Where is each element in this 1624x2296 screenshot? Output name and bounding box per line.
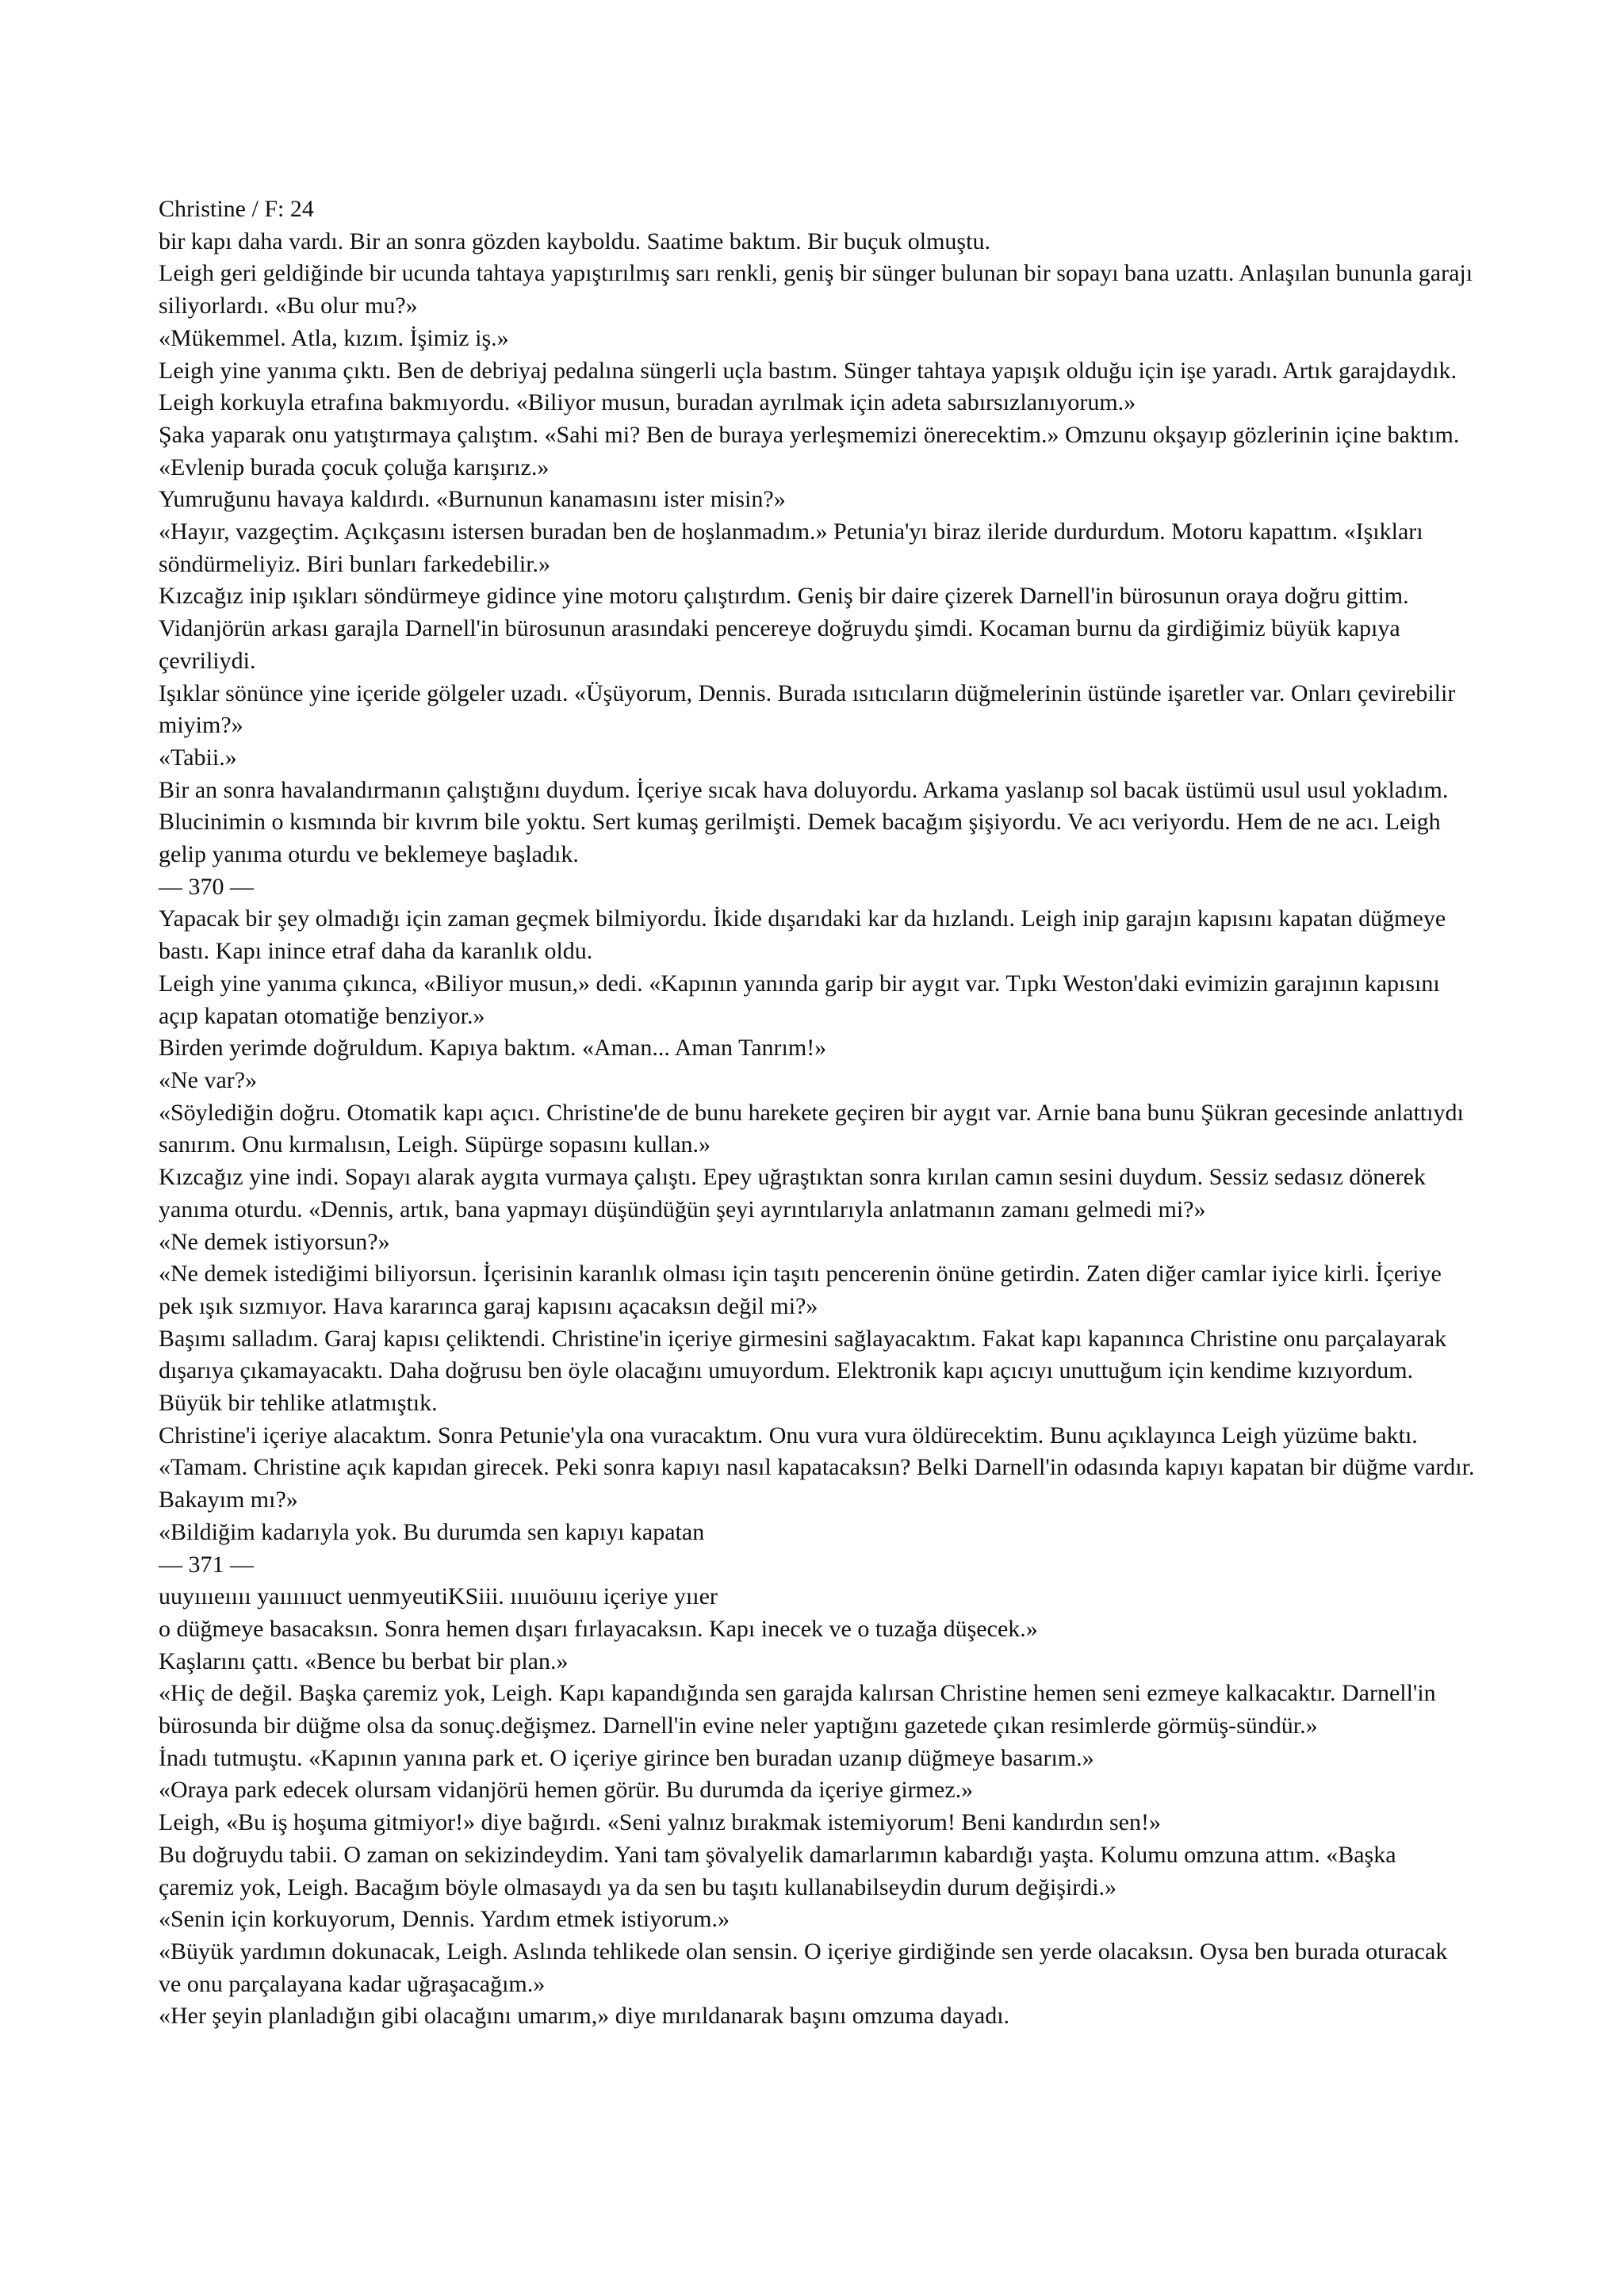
paragraph: Leigh korkuyla etrafına bakmıyordu. «Biliyor musun, buradan ayrılmak için adeta sabırsızlanıyorum.» — [159, 389, 1136, 416]
paragraph: «Ne demek istiyorsun?» — [159, 1228, 390, 1255]
paragraph: «Mükemmel. Atla, kızım. İşimiz iş.» — [159, 324, 509, 351]
paragraph: «Senin için korkuyorum, Dennis. Yardım etmek istiyorum.» — [159, 1906, 730, 1933]
paragraph: bir kapı daha vardı. Bir an sonra gözden kayboldu. Saatime baktım. Bir buçuk olmuştu. — [159, 228, 990, 254]
page-number: — 371 — — [159, 1551, 254, 1578]
book-page — [159, 193, 1475, 2033]
paragraph: Kızcağız inip ışıkları söndürmeye gidince yine motoru çalıştırdım. Geniş bir daire çizerek Darnell'in bürosunun oraya doğru gittim. Vidanjörün arkası garajla Darnell'in bürosunun arasındaki pencereye doğruydu şimdi. Kocaman burnu da girdiğimiz büyük kapıya çevriliydi. — [159, 583, 1409, 674]
paragraph: Şaka yaparak onu yatıştırmaya çalıştım. «Sahi mi? Ben de buraya yerleşmemizi önerecektim.» Omzunu okşayıp gözlerinin içine baktım. «Evlenip burada çocuk çoluğa karışırız.» — [159, 421, 1460, 480]
paragraph: Kızcağız yine indi. Sopayı alarak aygıta vurmaya çalıştı. Epey uğraştıktan sonra kırılan camın sesini duydum. Sessiz sedasız dönerek yanıma oturdu. «Dennis, artık, bana yapmayı düşündüğün şeyi ayrıntılarıyla anlatmanın zamanı gelmedi mi?» — [159, 1164, 1426, 1223]
paragraph: «Tabii.» — [159, 744, 237, 771]
paragraph: Işıklar sönünce yine içeride gölgeler uzadı. «Üşüyorum, Dennis. Burada ısıtıcıların düğmelerinin üstünde işaretler var. Onları çevirebilir miyim?» — [159, 679, 1456, 739]
paragraph: İnadı tutmuştu. «Kapının yanına park et. O içeriye girince ben buradan uzanıp düğmeye basarım.» — [159, 1744, 1094, 1771]
paragraph: Kaşlarını çattı. «Bence bu berbat bir plan.» — [159, 1647, 569, 1674]
running-header: Christine / F: 24 — [159, 196, 314, 222]
garbled-line: uuyıııeıııı yaıııııuct uenmyeutiKSiii. ıııuıöuııu içeriye yııer — [159, 1583, 718, 1610]
paragraph: «Her şeyin planladığın gibi olacağını umarım,» diye mırıldanarak başını omzuma dayadı. — [159, 2003, 1010, 2030]
paragraph: «Söylediğin doğru. Otomatik kapı açıcı. Christine'de de bunu harekete geçiren bir aygıt var. Arnie bana bunu Şükran gecesinde anlattıydı sanırım. Onu kırmalısın, Leigh. Süpürge sopasını kullan.» — [159, 1099, 1464, 1158]
paragraph: «Oraya park edecek olursam vidanjörü hemen görür. Bu durumda da içeriye girmez.» — [159, 1777, 974, 1804]
paragraph: Leigh geri geldiğinde bir ucunda tahtaya yapıştırılmış sarı renkli, geniş bir sünger bulunan bir sopayı bana uzattı. Anlaşılan bununla garajı siliyorlardı. «Bu olur mu?» — [159, 260, 1473, 320]
paragraph: Yumruğunu havaya kaldırdı. «Burnunun kanamasını ister misin?» — [159, 486, 786, 513]
paragraph: o düğmeye basacaksın. Sonra hemen dışarı fırlayacaksın. Kapı inecek ve o tuzağa düşecek.» — [159, 1615, 1038, 1642]
paragraph: «Ne demek istediğimi biliyorsun. İçerisinin karanlık olması için taşıtı pencerenin önüne getirdin. Zaten diğer camlar iyice kirli. İçeriye pek ışık sızmıyor. Hava kararınca garaj kapısını açacaksın değil mi?» — [159, 1261, 1442, 1319]
paragraph: «Hayır, vazgeçtim. Açıkçasını istersen buradan ben de hoşlanmadım.» Petunia'yı biraz ileride durdurdum. Motoru kapattım. «Işıkları söndürmeliyiz. Biri bunları farkedebilir.» — [159, 519, 1423, 577]
paragraph: Leigh, «Bu iş hoşuma gitmiyor!» diye bağırdı. «Seni yalnız bırakmak istemiyorum! Beni kandırdın sen!» — [159, 1809, 1161, 1836]
paragraph: Bir an sonra havalandırmanın çalıştığını duydum. İçeriye sıcak hava doluyordu. Arkama yaslanıp sol bacak üstümü usul usul yokladım. Blucinimin o kısmında bir kıvrım bile yoktu. Sert kumaş gerilmişti. Demek bacağım şişiyordu. Ve acı veriyordu. Hem de ne acı. Leigh gelip yanıma oturdu ve beklemeye başladık. — [159, 776, 1449, 868]
paragraph: «Bildiğim kadarıyla yok. Bu durumda sen kapıyı kapatan — [159, 1518, 705, 1545]
paragraph: Leigh yine yanıma çıkınca, «Biliyor musun,» dedi. «Kapının yanında garip bir aygıt var. Tıpkı Weston'daki evimizin garajının kapısını açıp kapatan otomatiğe benziyor.» — [159, 970, 1440, 1029]
paragraph: «Hiç de değil. Başka çaremiz yok, Leigh. Kapı kapandığında sen garajda kalırsan Christine hemen seni ezmeye kalkacaktır. Darnell'in bürosunda bir düğme olsa da sonuç.değişmez. Darnell'in evine neler yaptığını gazetede çıkan resimlerde görmüş-sündür.» — [159, 1680, 1436, 1739]
paragraph: Christine'i içeriye alacaktım. Sonra Petunie'yla ona vuracaktım. Onu vura vura öldürecektim. Bunu açıklayınca Leigh yüzüme baktı. «Tamam. Christine açık kapıdan girecek. Peki sonra kapıyı nasıl kapatacaksın? Belki Darnell'in odasında kapıyı kapatan bir düğme vardır. Bakayım mı?» — [159, 1422, 1475, 1513]
page-number: — 370 — — [159, 873, 254, 900]
paragraph: «Büyük yardımın dokunacak, Leigh. Aslında tehlikede olan sensin. O içeriye girdiğinde sen yerde olacaksın. Oysa ben burada oturacak ve onu parçalayana kadar uğraşacağım.» — [159, 1938, 1448, 1997]
paragraph: Yapacak bir şey olmadığı için zaman geçmek bilmiyordu. İkide dışarıdaki kar da hızlandı. Leigh inip garajın kapısını kapatan düğmeye bastı. Kapı inince etraf daha da karanlık oldu. — [159, 905, 1446, 965]
paragraph: Başımı salladım. Garaj kapısı çeliktendi. Christine'in içeriye girmesini sağlayacaktım. Fakat kapı kapanınca Christine onu parçalayarak dışarıya çıkamayacaktı. Daha doğrusu ben öyle olacağını umuyordum. Elektronik kapı açıcıyı unuttuğum için kendime kızıyordum. Büyük bir tehlike atlatmıştık. — [159, 1325, 1447, 1417]
paragraph: «Ne var?» — [159, 1066, 258, 1093]
paragraph: Leigh yine yanıma çıktı. Ben de debriyaj pedalına süngerli uçla bastım. Sünger tahtaya yapışık olduğu için işe yaradı. Artık garajdaydık. — [159, 357, 1457, 384]
paragraph: Birden yerimde doğruldum. Kapıya baktım. «Aman... Aman Tanrım!» — [159, 1035, 827, 1062]
paragraph: Bu doğruydu tabii. O zaman on sekizindeydim. Yani tam şövalyelik damarlarımın kabardığı yaşta. Kolumu omzuna attım. «Başka çaremiz yok, Leigh. Bacağım böyle olmasaydı ya da sen bu taşıtı kullanabilseydin durum değişirdi.» — [159, 1841, 1396, 1900]
